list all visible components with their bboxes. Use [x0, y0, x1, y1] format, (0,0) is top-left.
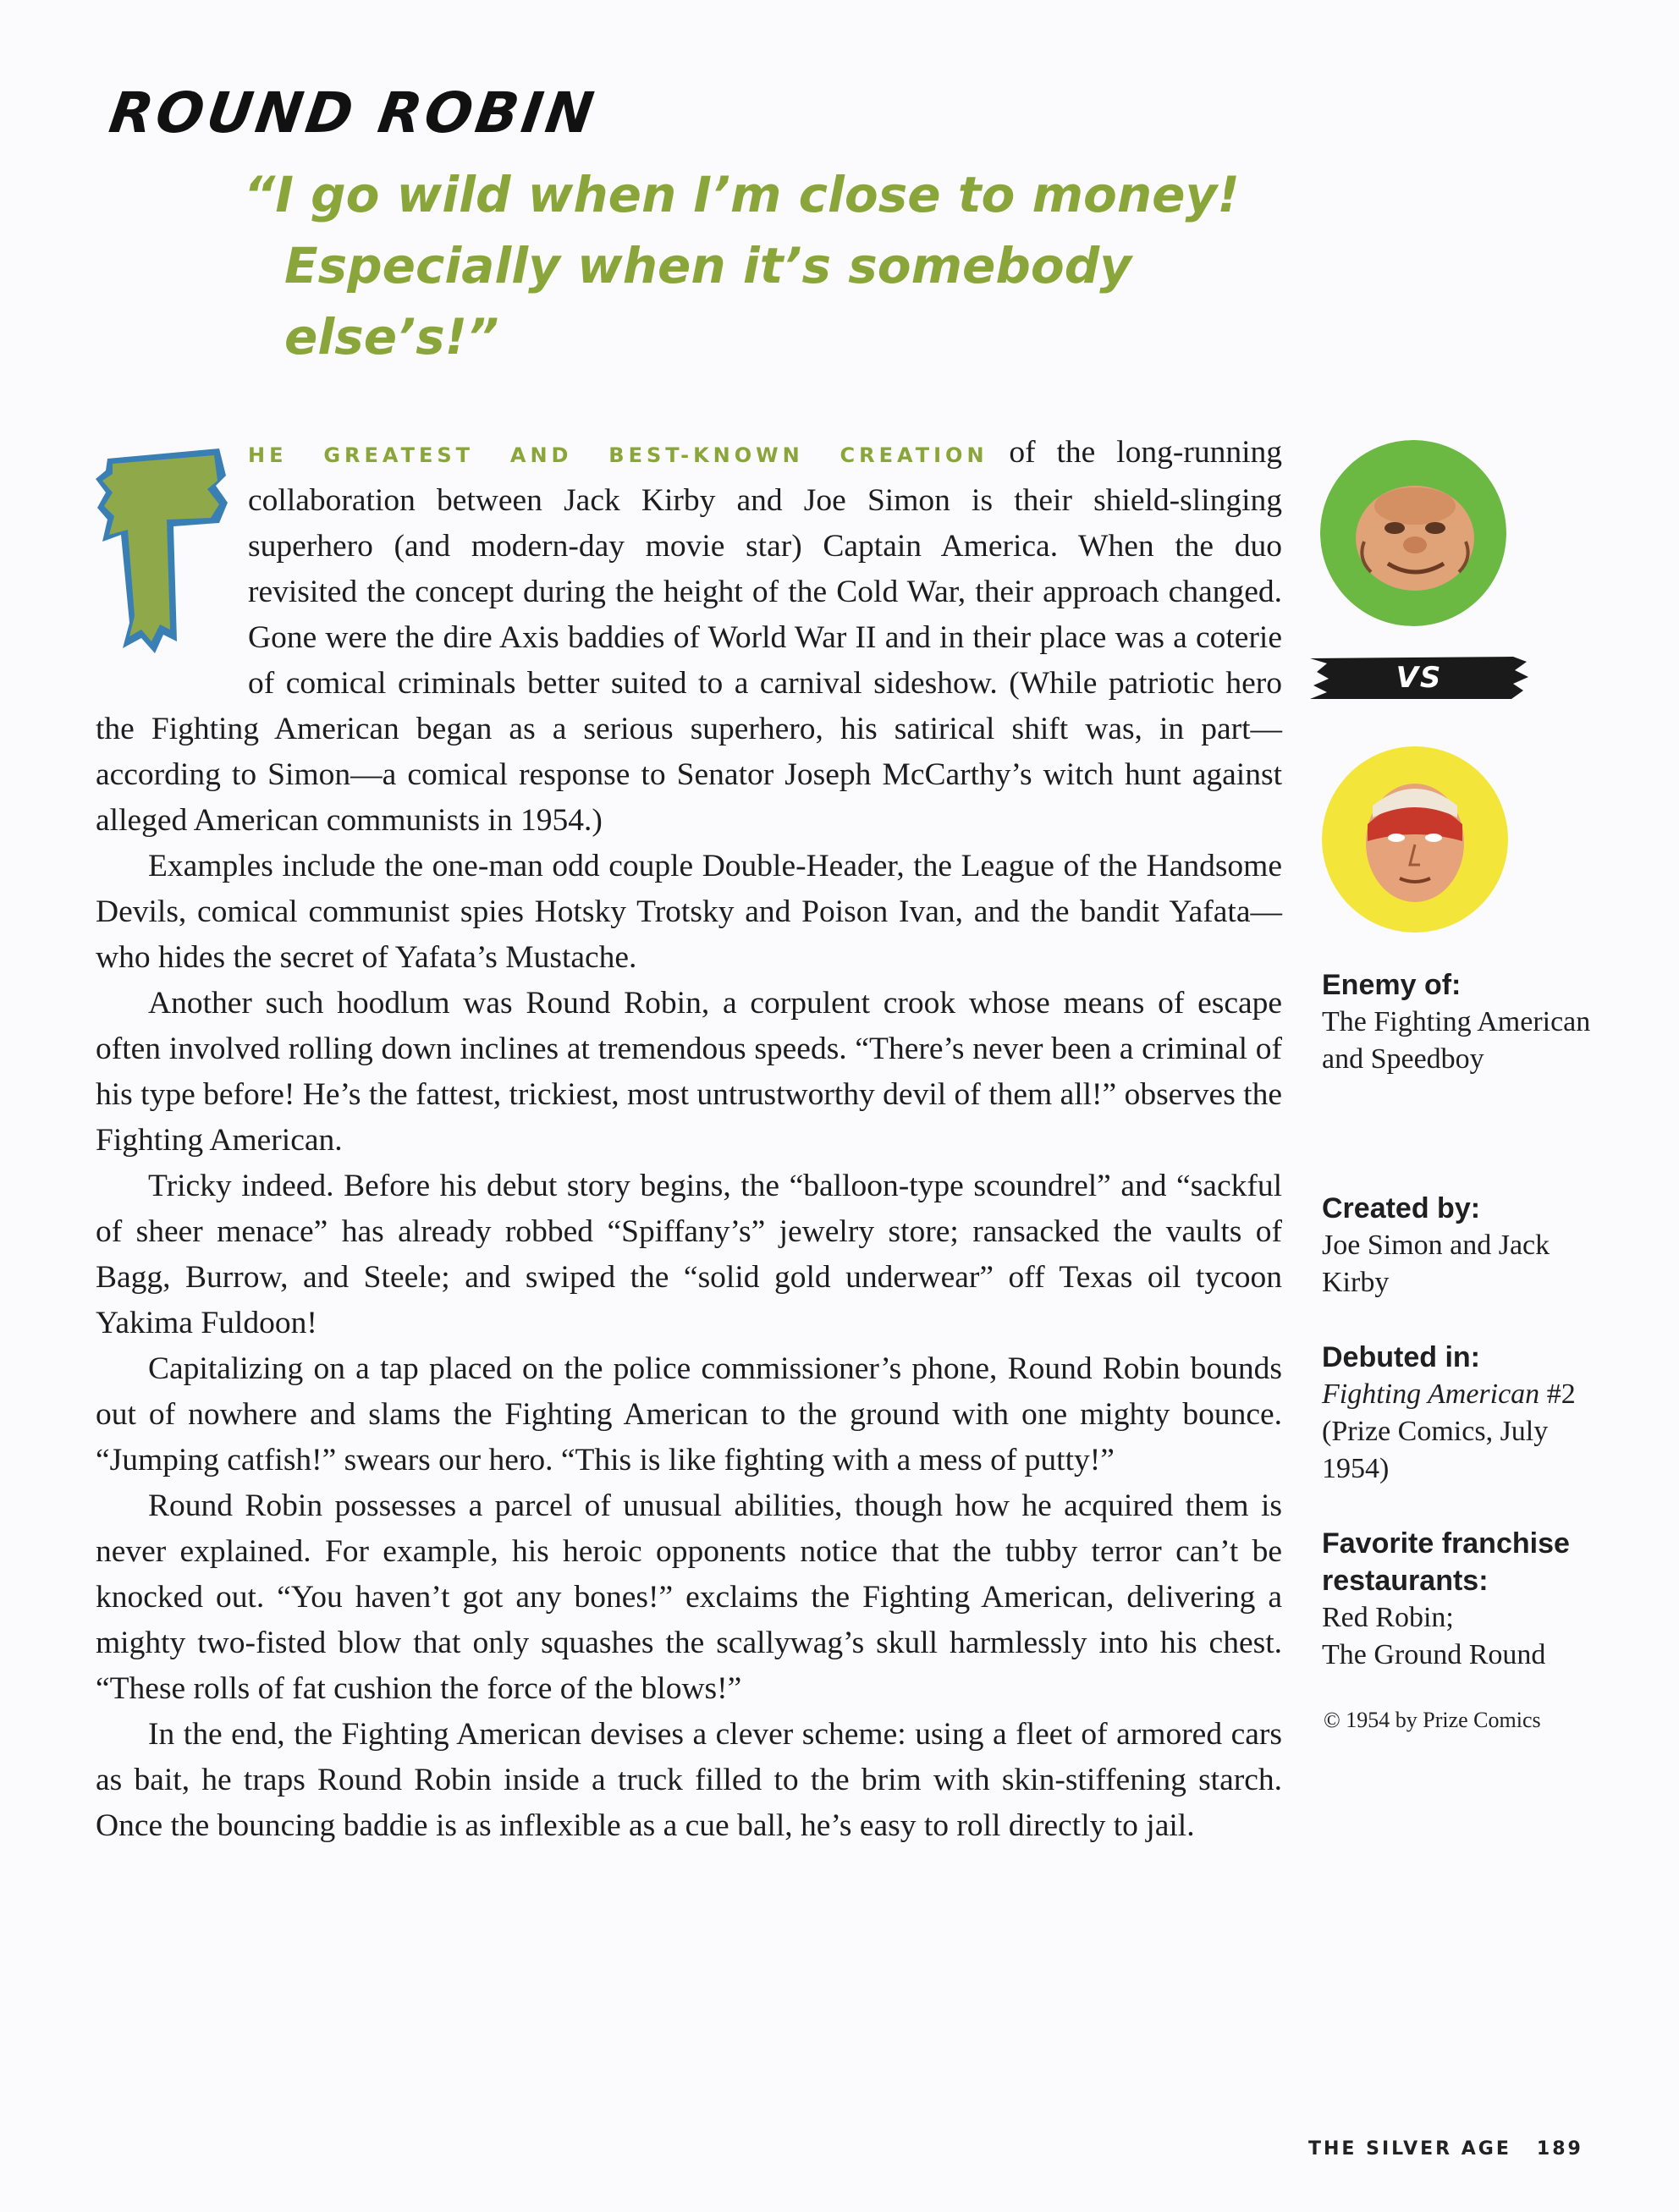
round-robin-portrait: [1320, 440, 1506, 626]
paragraph-1: [96, 430, 1282, 844]
enemy-of-value: The Fighting American and Speedboy: [1322, 1006, 1591, 1075]
fighting-american-portrait: [1322, 746, 1508, 933]
created-by-fact: [1322, 1190, 1610, 1301]
lead-in: HE GREATEST AND BEST-KNOWN CREATION: [248, 443, 988, 467]
pull-quote-line-2: Especially when it’s somebody else’s!”: [284, 237, 1132, 366]
paragraph-1-text: of the long-running collaboration between Jack Kirby and Joe Simon is their shield-slinging superhero (and modern-day movie star) Captain America. When the duo revisited the concept during the height of the Cold War, their approach changed. Gone were the dire Axis baddies of World War II and in their place was a coterie of comical criminals better suited to a carnival sideshow. (While patriotic hero the Fighting American began as a serious superhero, his satirical shift was, in part—according to Simon—a comical response to Senator Joseph McCarthy’s witch hunt against alleged American communists in 1954.): [96, 435, 1282, 838]
paragraph-5: Capitalizing on a tap placed on the police commissioner’s phone, Round Robin bounds out of nowhere and slams the Fighting American to the ground with one mighty bounce. “Jumping catfish!” swears our hero. “This is like fighting with a mess of putty!”: [96, 1351, 1282, 1477]
debuted-in-label: Debuted in:: [1322, 1341, 1480, 1373]
article-body: [96, 430, 1282, 1849]
debuted-in-value: [1322, 1376, 1610, 1488]
debuted-in-title: Fighting American: [1322, 1378, 1540, 1410]
copyright-notice: © 1954 by Prize Comics: [1324, 1708, 1541, 1732]
versus-banner: [1310, 652, 1528, 704]
favorite-restaurants-fact: [1322, 1525, 1610, 1674]
pull-quote: [244, 159, 1344, 372]
created-by-value: Joe Simon and Jack Kirby: [1322, 1230, 1550, 1298]
drop-cap-t: [92, 442, 231, 663]
page-footer: [1308, 2138, 1583, 2160]
enemy-of-fact: [1322, 966, 1610, 1078]
paragraph-4: Tricky indeed. Before his debut story begins, the “balloon-type scoundrel” and “sackful of sheer menace” has already robbed “Spiffany’s” jewelry store; ransacked the vaults of Bagg, Burrow, and Steele; and swiped the “solid gold underwear” off Texas oil tycoon Yakima Fuldoon!: [96, 1169, 1282, 1340]
paragraph-7: In the end, the Fighting American devises a clever scheme: using a fleet of armored cars as bait, he traps Round Robin inside a truck filled to the brim with skin-stiffening starch. Once the bouncing baddie is as inflexible as a cue ball, he’s easy to roll directly to jail.: [96, 1717, 1282, 1843]
paragraph-6: Round Robin possesses a parcel of unusual abilities, though how he acquired them is never explained. For example, his heroic opponents notice that the tubby terror can’t be knocked out. “You haven’t got any bones!” exclaims the Fighting American, delivering a mighty two-fisted blow that only squashes the scallywag’s skull harmlessly into his chest. “These rolls of fat cushion the force of the blows!”: [96, 1488, 1282, 1706]
favorite-restaurants-value-2: The Ground Round: [1322, 1639, 1546, 1670]
enemy-of-label: Enemy of:: [1322, 969, 1462, 1001]
pull-quote-line-1: “I go wild when I’m close to money!: [244, 166, 1240, 223]
favorite-restaurants-value-1: Red Robin;: [1322, 1602, 1454, 1633]
section-name: THE SILVER AGE: [1308, 2138, 1511, 2160]
debuted-in-details: #2 (Prize Comics, July 1954): [1322, 1378, 1576, 1484]
page-number: 189: [1536, 2138, 1583, 2160]
paragraph-2: Examples include the one-man odd couple Double-Header, the League of the Handsome Devils, comical communist spies Hotsky Trotsky and Poison Ivan, and the bandit Yafata—who hides the secret of Yafata’s Mustache.: [96, 849, 1282, 975]
debuted-in-fact: [1322, 1339, 1610, 1488]
favorite-restaurants-label: Favorite franchise restaurants:: [1322, 1527, 1570, 1597]
article-title: ROUND ROBIN: [105, 80, 601, 146]
created-by-label: Created by:: [1322, 1192, 1481, 1224]
paragraph-3: Another such hoodlum was Round Robin, a corpulent crook whose means of escape often involved rolling down inclines at tremendous speeds. “There’s never been a criminal of his type before! He’s the fattest, trickiest, most untrustworthy devil of them all!” observes the Fighting American.: [96, 986, 1282, 1158]
versus-label: VS: [1395, 661, 1443, 695]
